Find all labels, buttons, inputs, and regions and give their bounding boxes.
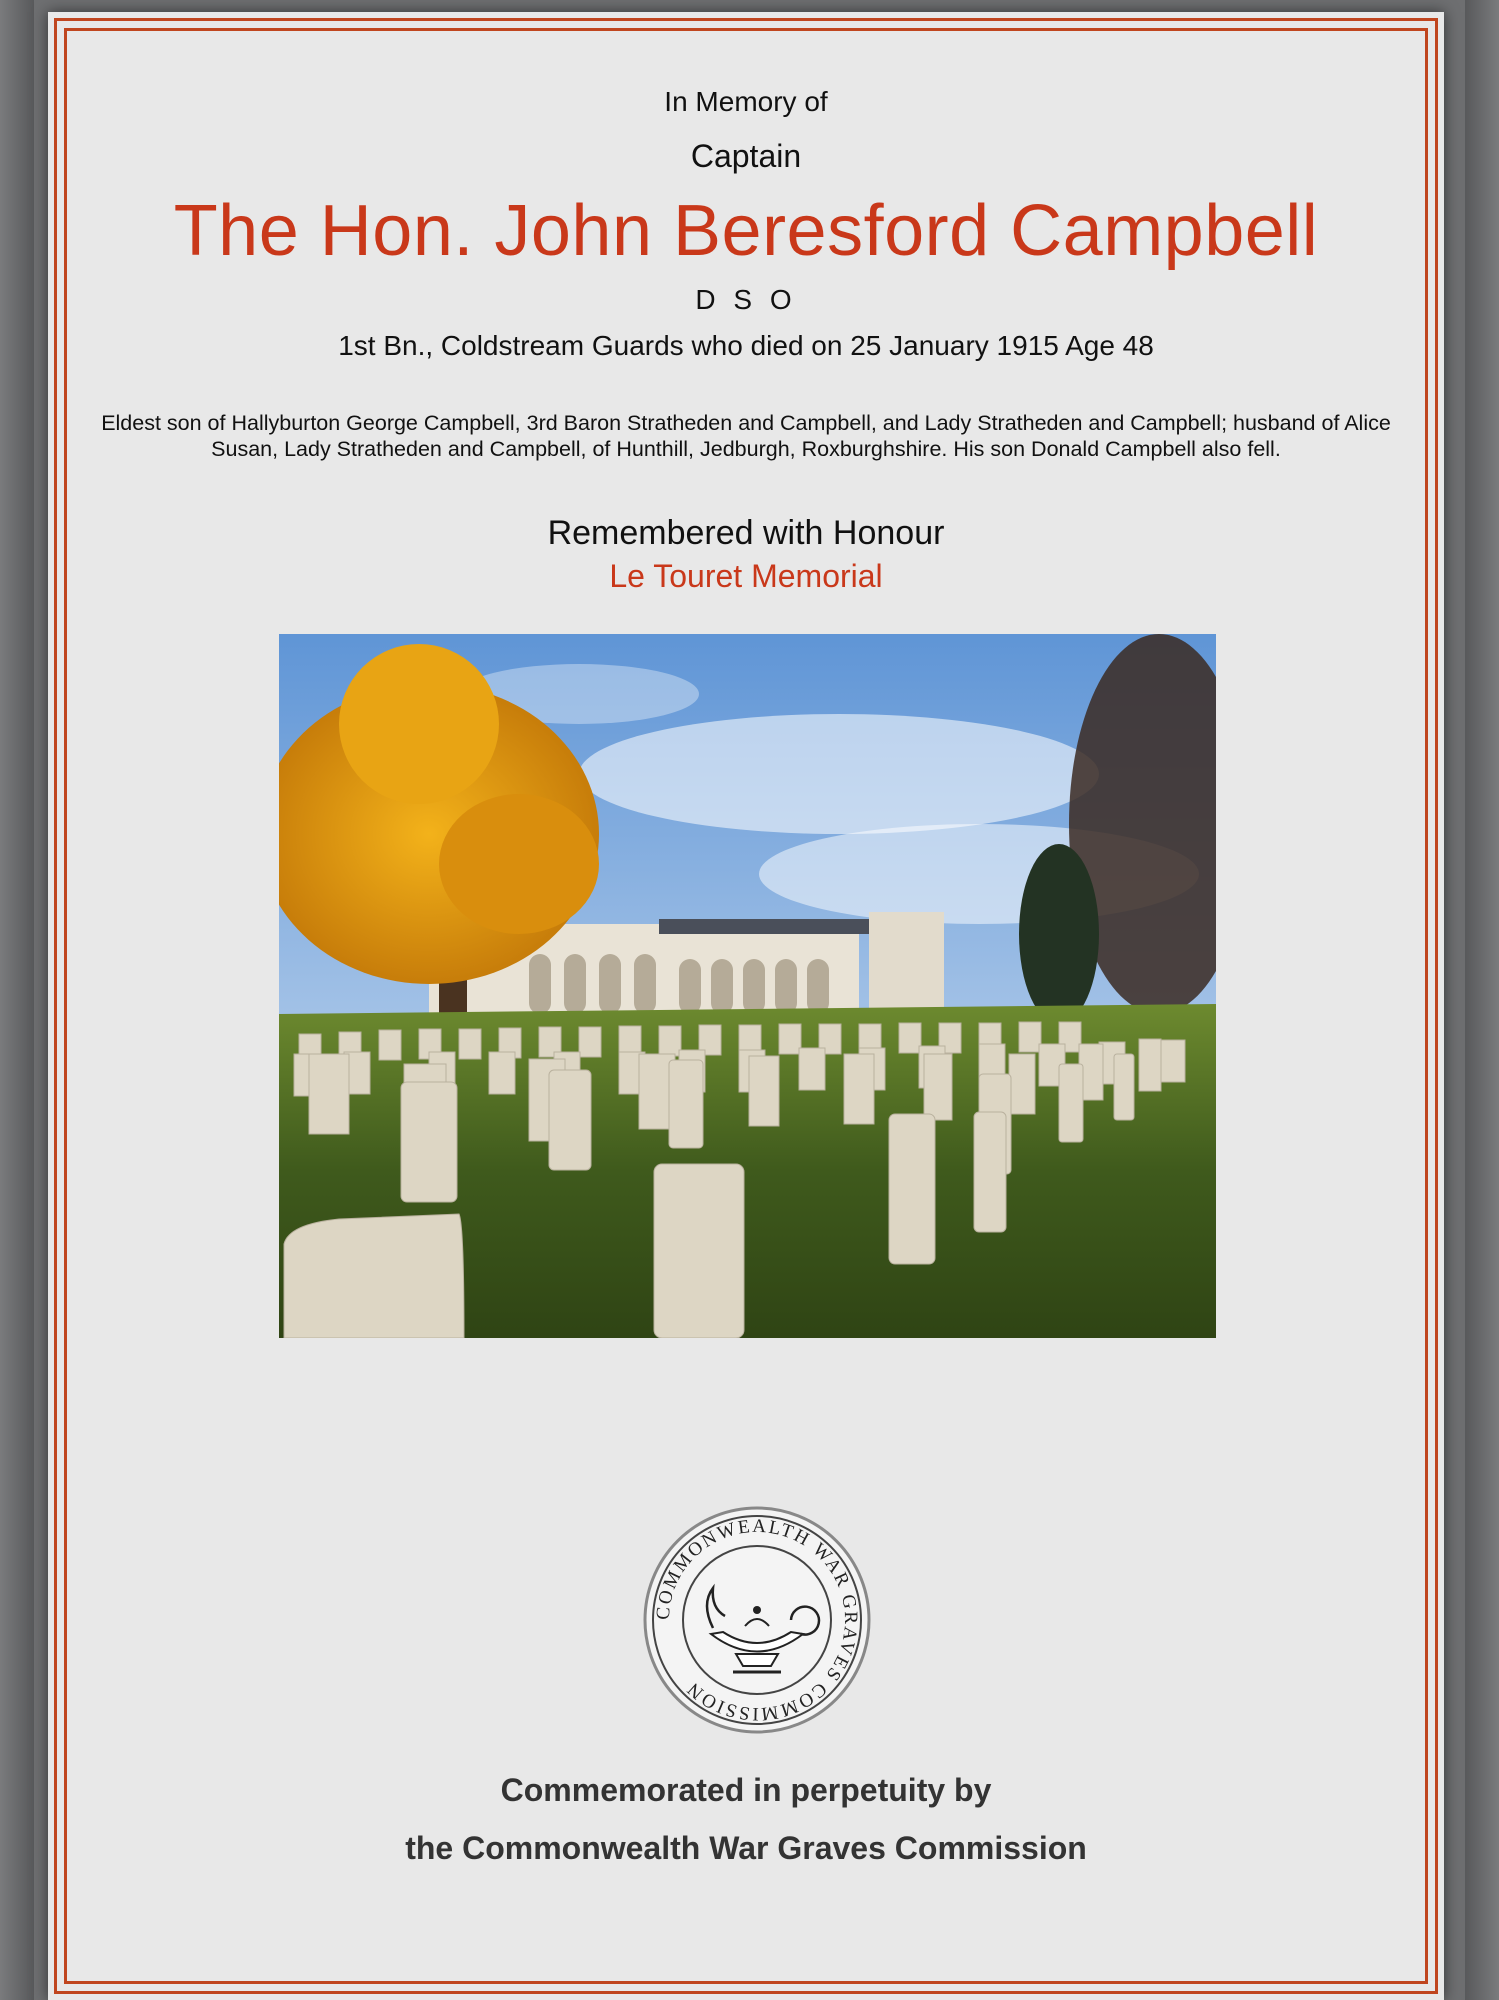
- remembered-heading: Remembered with Honour: [547, 514, 945, 552]
- cwgc-seal-icon: [641, 1504, 873, 1736]
- footer-line-1: Commemorated in perpetuity by: [500, 1772, 992, 1808]
- seal-text: COMMONWEALTH WAR GRAVES COMMISSION: [652, 1515, 862, 1725]
- rank-label: Captain: [690, 138, 802, 174]
- memorial-name: Le Touret Memorial: [609, 558, 883, 594]
- viewer-right-edge: [1465, 0, 1499, 2000]
- memorial-photo: [279, 634, 1216, 1338]
- certificate-page: [48, 12, 1444, 2000]
- viewer-left-edge: [0, 0, 34, 2000]
- honours-label: D S O: [695, 284, 797, 315]
- in-memory-heading: In Memory of: [664, 86, 828, 117]
- unit-and-death-line: 1st Bn., Coldstream Guards who died on 25 January 1915 Age 48: [338, 330, 1154, 361]
- biography-text: Eldest son of Hallyburton George Campbell, 3rd Baron Stratheden and Campbell, and Lady Stratheden and Campbell; husband of Alice Susan, Lady Stratheden and Campbell, of Hunthill, Jedburgh, Roxburghshire. His son Donald Campbell also fell.: [101, 411, 1391, 461]
- footer-line-2: the Commonwealth War Graves Commission: [405, 1830, 1087, 1866]
- casualty-name: The Hon. John Beresford Campbell: [173, 191, 1319, 271]
